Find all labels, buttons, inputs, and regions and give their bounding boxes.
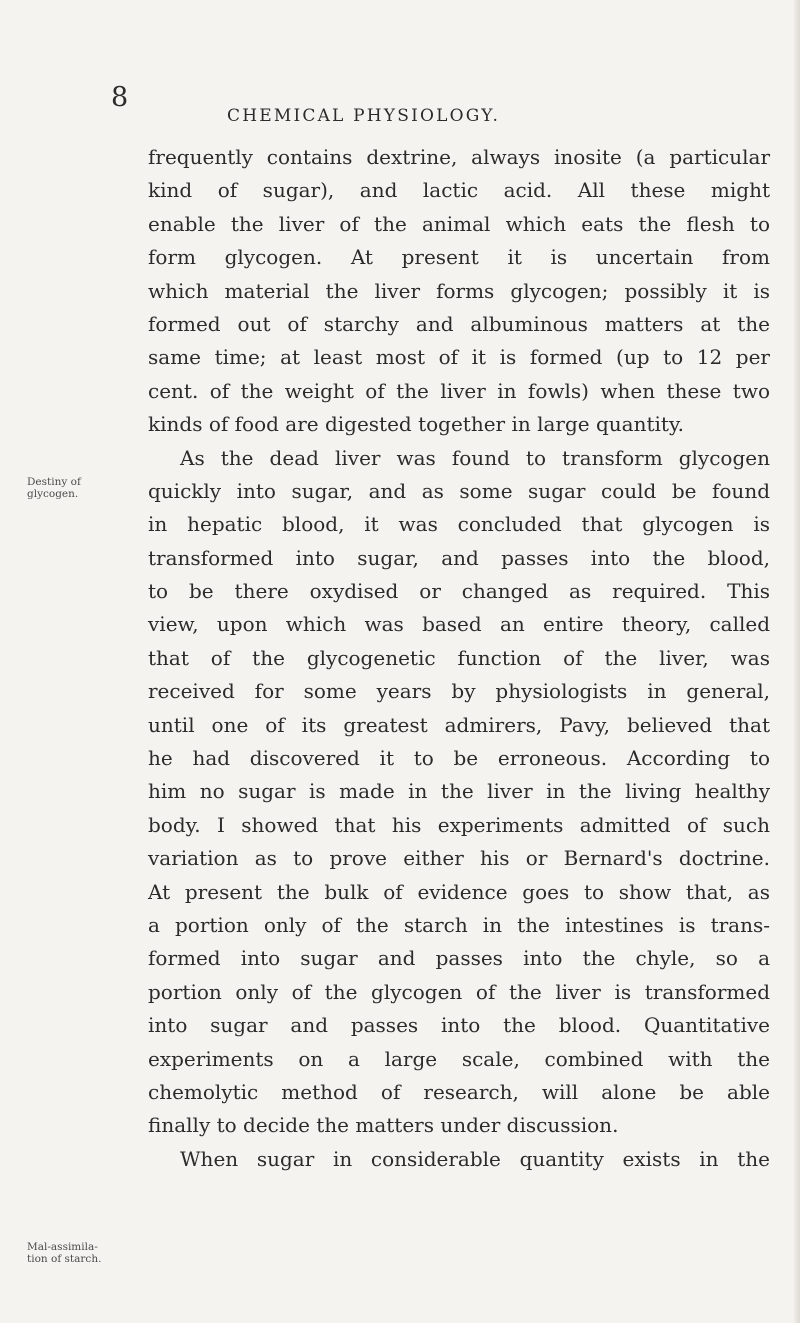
text-line: body. I showed that his experiments admitted of such [148,812,770,837]
text-line: chemolytic method of research, will alone be able [148,1079,770,1104]
text-line: formed out of starchy and albuminous matters at the [148,311,770,336]
text-line: enable the liver of the animal which eats the flesh to [148,211,770,236]
text-line: At present the bulk of evidence goes to show that, as [148,879,770,904]
text-line: view, upon which was based an entire theory, called [148,612,770,637]
sidenote-line: tion of starch. [27,1253,102,1265]
text-line: form glycogen. At present it is uncertain from [148,245,770,270]
text-line: cent. of the weight of the liver in fowls) when these two [148,378,770,403]
text-line: finally to decide the matters under discussion. [148,1113,619,1138]
text-line: which material the liver forms glycogen; possibly it is [148,278,770,303]
text-line: him no sugar is made in the liver in the living healthy [148,779,770,804]
sidenote-line: glycogen. [27,488,79,500]
text-line: he had discovered it to be erroneous. According to [148,746,770,771]
text-line: When sugar in considerable quantity exists in the [180,1146,770,1171]
text-line: transformed into sugar, and passes into the blood, [148,545,770,570]
sidenote-mal-assimilation-of-starch [27,1241,105,1265]
running-head: CHEMICAL PHYSIOLOGY. [227,106,501,126]
sidenote-line: Mal-assimila- [27,1241,98,1253]
page-number: 8 [111,82,129,113]
text-line: quickly into sugar, and as some sugar could be found [148,478,770,503]
text-line: formed into sugar and passes into the chyle, so a [148,946,770,971]
text-line: variation as to prove either his or Bernard's doctrine. [148,846,770,871]
text-line: until one of its greatest admirers, Pavy, believed that [148,712,770,737]
sidenote-line: Destiny of [27,476,81,488]
page-edge-shadow [794,0,800,1323]
text-line: received for some years by physiologists in general, [148,679,770,704]
text-line: to be there oxydised or changed as required. This [148,579,770,604]
text-line: in hepatic blood, it was concluded that glycogen is [148,512,770,537]
text-line: into sugar and passes into the blood. Quantitative [148,1013,770,1038]
text-line: that of the glycogenetic function of the liver, was [148,645,770,670]
body-text [148,141,770,1176]
text-line: frequently contains dextrine, always inosite (a particular [148,145,770,169]
text-line: same time; at least most of it is formed (up to 12 per [148,345,770,370]
text-line: kinds of food are digested together in large quantity. [148,412,684,437]
text-line: a portion only of the starch in the intestines is trans- [148,912,770,937]
sidenote-destiny-of-glycogen [27,476,105,500]
text-line: portion only of the glycogen of the liver is transformed [148,979,770,1004]
text-line: As the dead liver was found to transform glycogen [180,445,770,470]
text-line: kind of sugar), and lactic acid. All these might [148,178,770,203]
text-line: experiments on a large scale, combined with the [148,1046,770,1071]
